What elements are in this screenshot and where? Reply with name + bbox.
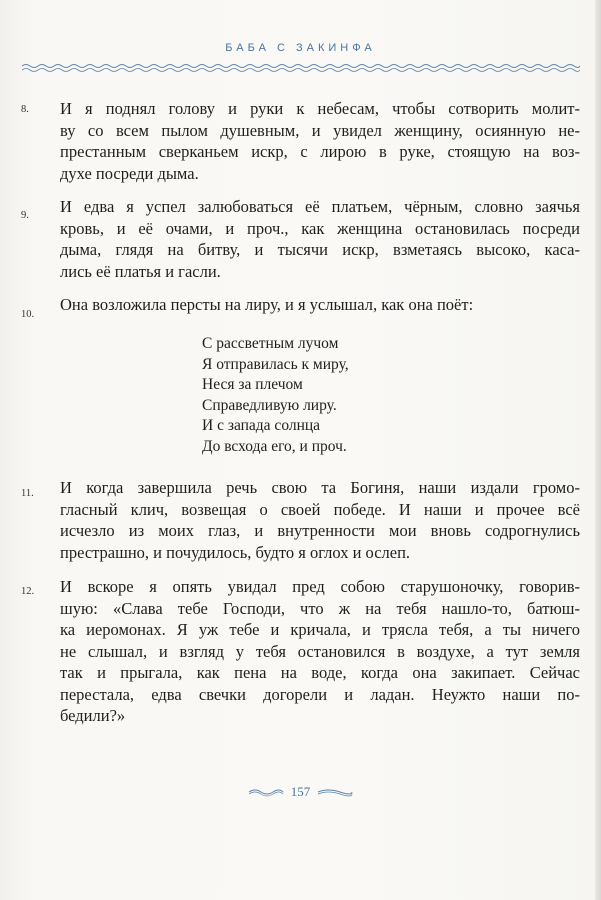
paragraph-9 (60, 196, 580, 282)
text-line: так и прыгала, как пена на воде, когда она закипает. Сейчас (60, 663, 580, 682)
text-line: Она возложила персты на лиру, и я услышал, как она поёт: (60, 295, 474, 314)
text-line: И едва я успел залюбоваться её платьем, чёрным, словно заячья (60, 197, 580, 216)
text-line: гласный клич, возвещая о своей победе. И наши и прочее всё (60, 499, 580, 519)
paragraph-number: 10. (21, 309, 35, 320)
running-head: БАБА С ЗАКИНФА (225, 42, 376, 54)
poem-line: И с запада солнца (202, 417, 321, 434)
text-line: не слышал, и взгляд у тебя остановился в воздухе, а тут земля (60, 641, 580, 661)
paragraph-10 (60, 294, 580, 316)
poem-line: Неся за плечом (202, 376, 303, 393)
text-line: престанным сверканьем искр, с лирою в руке, стоящую на воз- (60, 142, 580, 161)
paragraph-number: 9. (21, 210, 29, 221)
text-line: перестала, едва свечки догорели и ладан. Неужто наши по- (60, 684, 580, 704)
poem (202, 334, 349, 457)
text-line: дыма, глядя на битву, и тысячи искр, взметаясь высоко, каса- (60, 240, 580, 259)
poem-line: Справедливую лиру. (202, 396, 337, 414)
text-line: ву со всем пылом душевным, и увидел женщину, осиянную не- (60, 120, 580, 140)
text-line: шую: «Слава тебе Господи, что ж на тебя нашло-то, батюш- (60, 598, 580, 618)
page-edge (595, 0, 601, 900)
paragraph-8 (60, 98, 580, 184)
text-line: лись её платья и гасли. (60, 261, 221, 281)
text-line: престрашно, и почудилось, будто я оглох и ослеп. (60, 542, 411, 562)
paragraph-number: 11. (21, 488, 34, 499)
poem-line: Я отправилась к миру, (202, 355, 349, 373)
text-line: бедили?» (60, 706, 126, 725)
paragraph-12 (60, 576, 580, 727)
paragraph-number: 12. (21, 586, 35, 597)
poem-line: До всхода его, и проч. (202, 437, 347, 455)
paragraph-number: 8. (21, 104, 29, 115)
right-ornament-icon (316, 787, 354, 797)
text-line: И я поднял голову и руки к небесам, чтобы сотворить молит- (60, 99, 580, 118)
paragraph-11 (60, 477, 580, 563)
text-line: И вскоре я опять увидал пред собою старушоночку, говорив- (60, 577, 580, 596)
text-line: И когда завершила речь свою та Богиня, наши издали громо- (60, 478, 580, 497)
page-number: 157 (290, 784, 311, 799)
text-line: кровь, и её очами, и проч., как женщина остановилась посреди (60, 218, 580, 238)
text-line: духе посреди дыма. (60, 163, 199, 183)
text-line: ка иеромонах. Я уж тебе и кричала, и трясла тебя, а ты ничего (60, 620, 580, 639)
left-ornament-icon (247, 787, 285, 797)
poem-line: С рассветным лучом (202, 335, 339, 352)
header-ornament-rule (22, 63, 580, 73)
text-line: исчезло из моих глаз, и внутренности мои вновь содрогнулись (60, 521, 580, 540)
page-footer (0, 784, 601, 801)
